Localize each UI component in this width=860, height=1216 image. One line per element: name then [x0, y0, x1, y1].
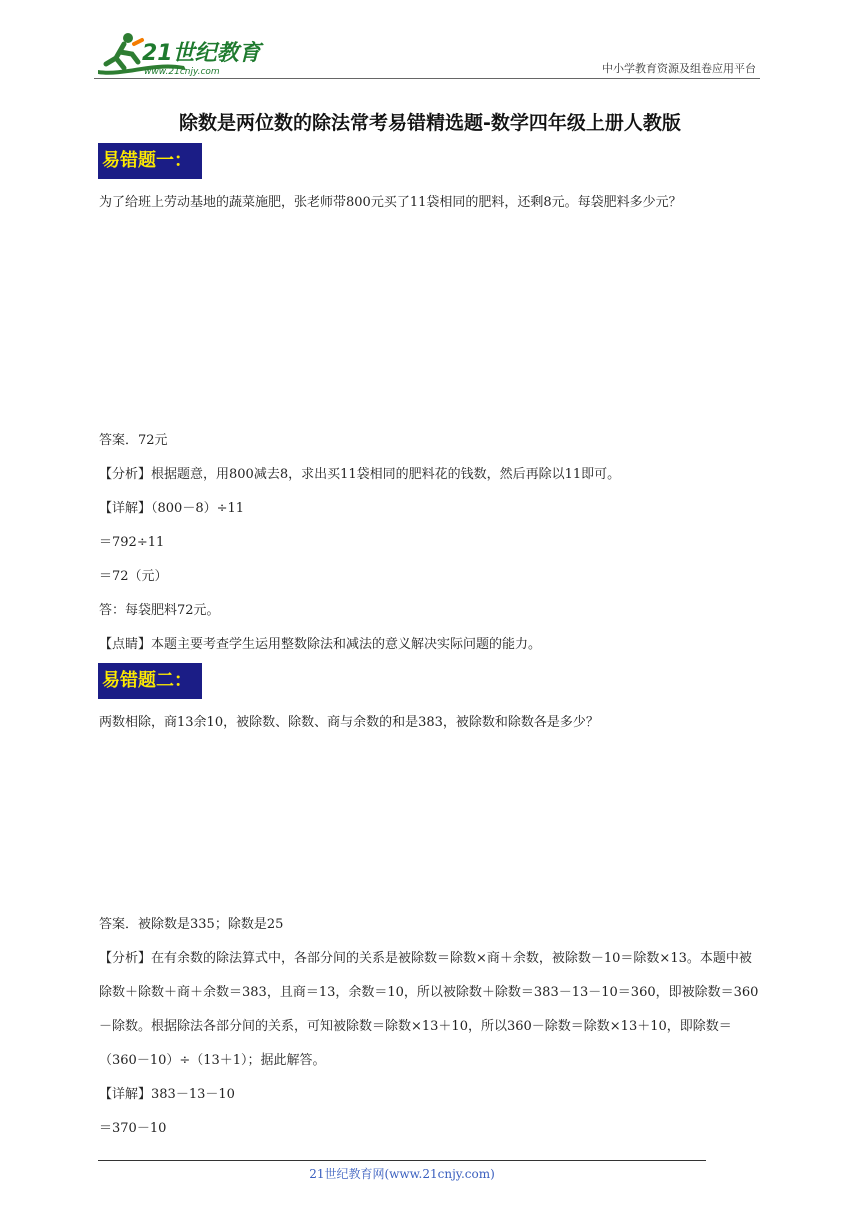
answer-1: 答案．72元	[99, 433, 168, 448]
step-1-2: ＝72（元）	[99, 569, 168, 584]
header-divider	[94, 78, 760, 79]
logo-text: 21世纪教育	[142, 41, 261, 66]
answer-2: 答案．被除数是335；除数是25	[99, 917, 284, 932]
analysis-2: 【分析】在有余数的除法算式中，各部分间的关系是被除数＝除数×商＋余数，被除数－10＝除数×13。本题中被除数＋除数＋商＋余数＝383，且商＝13，余数＝10，所以被除数＋除数＝383－13－10＝360，即被除数＝360－除数。根据除法各部分间的关系，可知被除数＝除数×13＋10，所以360－除数＝除数×13＋10，即除数＝（360－10）÷（13＋1）；据此解答。	[99, 951, 759, 1068]
logo-url: www.21cnjy.com	[144, 67, 220, 77]
step-1-1: ＝792÷11	[99, 535, 165, 550]
comment-1: 【点睛】本题主要考查学生运用整数除法和减法的意义解决实际问题的能力。	[99, 637, 542, 652]
question-2-text: 两数相除，商13余10，被除数、除数、商与余数的和是383，被除数和除数各是多少？	[99, 715, 599, 730]
step-2-1: ＝370－10	[99, 1121, 167, 1136]
logo-icon	[94, 30, 264, 78]
question-1-text: 为了给班上劳动基地的蔬菜施肥，张老师带800元买了11袋相同的肥料，还剩8元。每袋肥料多少元？	[99, 195, 682, 210]
detail-2: 【详解】383－13－10	[99, 1087, 235, 1102]
page-header	[94, 30, 760, 82]
detail-1: 【详解】（800－8）÷11	[99, 501, 245, 516]
analysis-1: 【分析】根据题意，用800减去8，求出买11袋相同的肥料花的钱数，然后再除以11即可。	[99, 467, 621, 482]
page-title: 除数是两位数的除法常考易错精选题-数学四年级上册人教版	[179, 112, 681, 134]
platform-label: 中小学教育资源及组卷应用平台	[602, 62, 756, 75]
footer-divider	[98, 1160, 706, 1161]
section-banner-2: 易错题二：	[98, 663, 202, 699]
section-banner-1: 易错题一：	[98, 143, 202, 179]
reply-1: 答：每袋肥料72元。	[99, 603, 220, 618]
footer-text: 21世纪教育网(www.21cnjy.com)	[309, 1167, 495, 1181]
